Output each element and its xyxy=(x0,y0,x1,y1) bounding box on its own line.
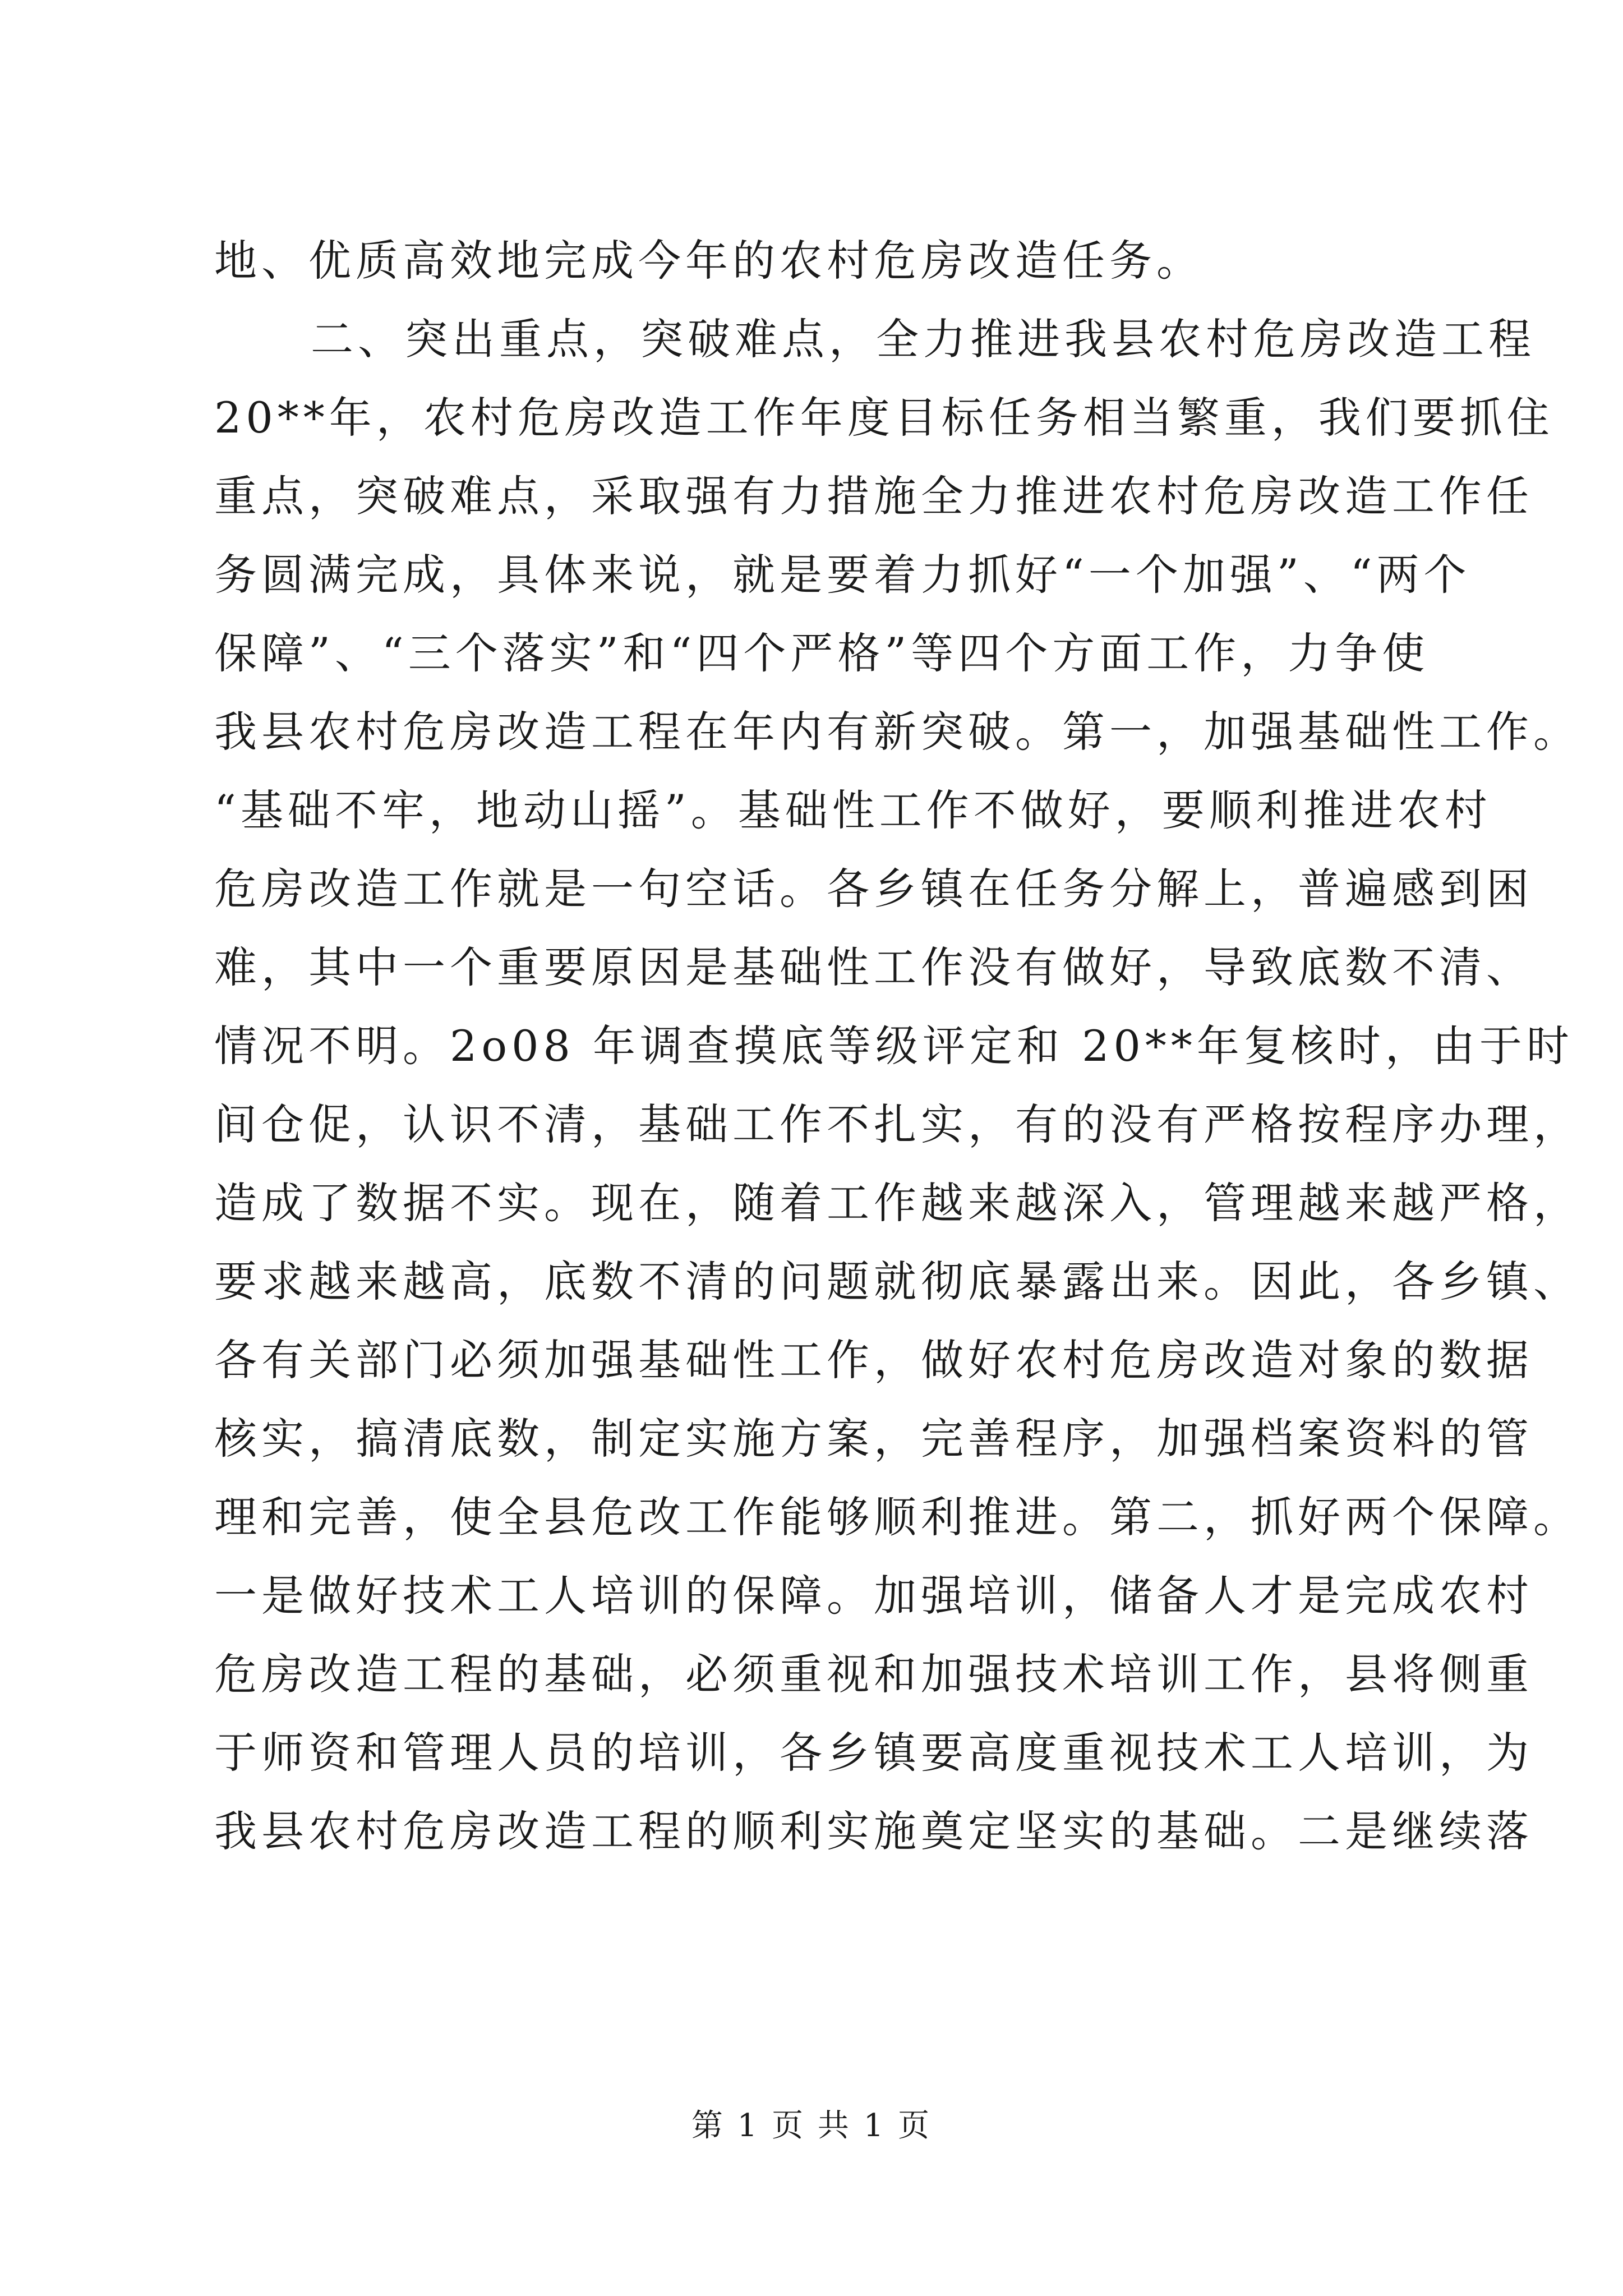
text-line-19: 危房改造工程的基础，必须重视和加强技术培训工作，县将侧重 xyxy=(214,1649,1533,1699)
text-line-15: 各有关部门必须加强基础性工作，做好农村危房改造对象的数据 xyxy=(214,1335,1533,1385)
text-line-18: 一是做好技术工人培训的保障。加强培训，储备人才是完成农村 xyxy=(214,1571,1533,1621)
text-line-10: 难，其中一个重要原因是基础性工作没有做好，导致底数不清、 xyxy=(214,942,1533,992)
text-line-21: 我县农村危房改造工程的顺利实施奠定坚实的基础。二是继续落 xyxy=(214,1806,1533,1856)
text-line-14: 要求越来越高，底数不清的问题就彻底暴露出来。因此，各乡镇、 xyxy=(214,1257,1580,1306)
text-line-8: “基础不牢，地动山摇”。基础性工作不做好，要顺利推进农村 xyxy=(214,785,1492,835)
text-line-20: 于师资和管理人员的培训，各乡镇要高度重视技术工人培训，为 xyxy=(214,1728,1533,1778)
text-line-4: 重点，突破难点，采取强有力措施全力推进农村危房改造工作任 xyxy=(214,471,1533,521)
text-line-17: 理和完善，使全县危改工作能够顺利推进。第二，抓好两个保障。 xyxy=(214,1492,1580,1542)
text-line-12: 间仓促，认识不清，基础工作不扎实，有的没有严格按程序办理， xyxy=(214,1099,1580,1149)
text-line-7: 我县农村危房改造工程在年内有新突破。第一，加强基础性工作。 xyxy=(214,707,1580,757)
text-line-9: 危房改造工作就是一句空话。各乡镇在任务分解上，普遍感到困 xyxy=(214,864,1533,914)
page-footer: 第 1 页 共 1 页 xyxy=(691,2108,932,2144)
text-line-11: 情况不明。2o08 年调查摸底等级评定和 20**年复核时，由于时 xyxy=(214,1021,1574,1071)
section-heading-line: 二、突出重点，突破难点，全力推进我县农村危房改造工程 xyxy=(311,314,1536,364)
text-line-6: 保障”、“三个落实”和“四个严格”等四个方面工作，力争使 xyxy=(214,628,1430,678)
text-line-1: 地、优质高效地完成今年的农村危房改造任务。 xyxy=(214,236,1204,286)
document-body xyxy=(214,222,1580,1871)
text-line-3: 20**年，农村危房改造工作年度目标任务相当繁重，我们要抓住 xyxy=(214,393,1554,443)
text-line-5: 务圆满完成，具体来说，就是要着力抓好“一个加强”、“两个 xyxy=(214,550,1471,600)
text-line-13: 造成了数据不实。现在，随着工作越来越深入，管理越来越严格， xyxy=(214,1178,1580,1228)
text-line-16: 核实，搞清底数，制定实施方案，完善程序，加强档案资料的管 xyxy=(214,1414,1533,1464)
